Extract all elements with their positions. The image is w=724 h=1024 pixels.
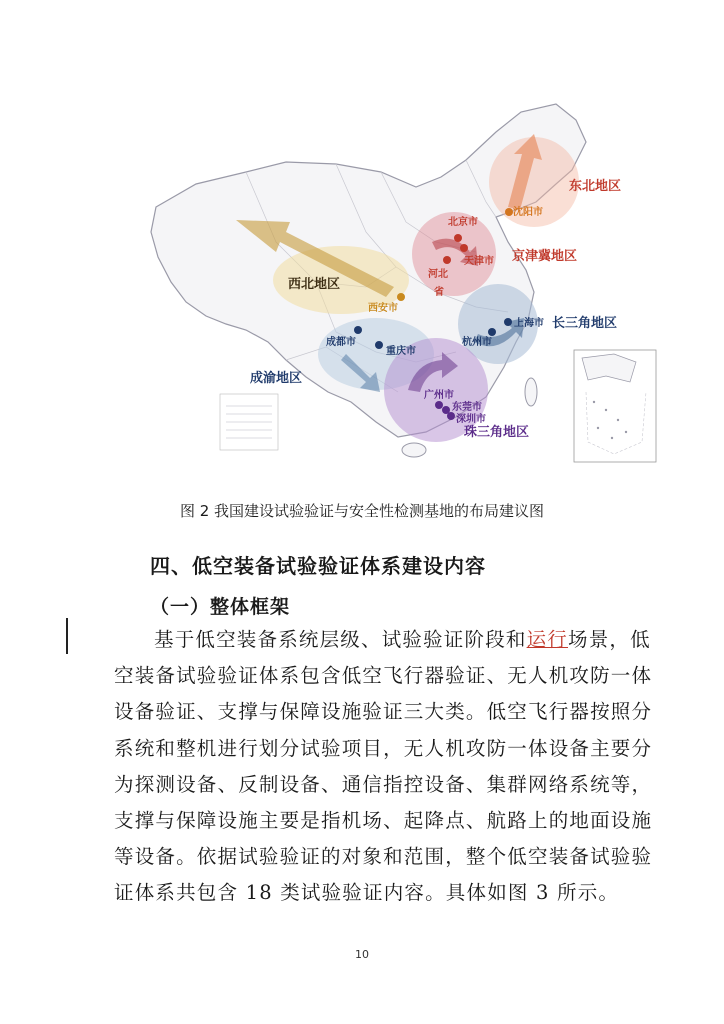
xian-dot [397,293,405,301]
section-heading: 四、低空装备试验验证体系建设内容 [150,554,486,578]
xian-label: 西安市 [368,303,398,314]
region-label-northwest: 西北地区 [288,277,341,292]
tianjin-dot [460,244,468,252]
south-china-sea-inset [574,350,656,462]
region-label-northeast: 东北地区 [569,179,622,194]
subsection-heading: （一）整体框架 [150,596,291,618]
chengdu-dot [354,326,362,334]
hebei-label: 河北 [428,269,448,280]
paragraph-line-4: 系统和整机进行划分试验项目，无人机攻防一体设备主要分 [114,736,653,760]
paragraph-line-5: 为探测设备、反制设备、通信指控设备、集群网络系统等， [114,772,653,796]
chongqing-label: 重庆市 [386,346,416,357]
paragraph-line-3: 设备验证、支撑与保障设施验证三大类。低空飞行器按照分 [114,700,653,724]
hebei-dot [443,256,451,264]
hebei-label-2: 省 [434,287,444,298]
paragraph-line-2: 空装备试验验证体系包含低空飞行器验证、无人机攻防一体 [114,664,653,688]
text-cursor-marker [66,618,68,654]
chengdu-label: 成都市 [326,337,356,348]
body-paragraph [114,622,653,912]
paragraph-line-1-tail: 场景，低 [568,628,651,651]
map-svg [136,92,676,464]
map-legend [220,394,278,450]
shenzhen-dot [447,412,455,420]
paragraph-line-6: 支撑与保障设施主要是指机场、起降点、航路上的地面设施 [114,809,653,833]
highlighted-word: 运行 [526,628,569,651]
china-layout-map [136,92,676,464]
paragraph-line-1-text: 基于低空装备系统层级、试验验证阶段和 [154,628,527,651]
region-label-yangtze: 长三角地区 [552,316,618,331]
region-label-pearl-river: 珠三角地区 [464,425,530,440]
beijing-dot [454,234,462,242]
taiwan-island [525,378,537,406]
shenzhen-label: 深圳市 [456,414,486,425]
region-label-jingjinji: 京津冀地区 [512,249,578,264]
page-number: 10 [355,948,369,961]
figure-caption: 图 2 我国建设试验验证与安全性检测基地的布局建议图 [179,502,545,520]
guangzhou-dot [435,401,443,409]
tianjin-label: 天津市 [464,256,494,267]
hainan-island [402,443,426,457]
shenyang-dot [505,208,513,216]
dongguan-label: 东莞市 [452,402,482,413]
paragraph-line-8: 证体系共包含 18 类试验验证内容。具体如图 3 所示。 [114,881,620,905]
paragraph-line-7: 等设备。依据试验验证的对象和范围，整个低空装备试验验 [114,845,653,869]
shenyang-label: 沈阳市 [513,207,543,218]
region-label-chengyu: 成渝地区 [250,371,303,386]
beijing-label: 北京市 [448,217,478,228]
paragraph-line-1 [114,622,651,658]
hangzhou-dot [488,328,496,336]
hangzhou-label: 杭州市 [462,337,492,348]
shanghai-dot [504,318,512,326]
shanghai-label: 上海市 [514,318,544,329]
guangzhou-label: 广州市 [424,390,454,401]
chongqing-dot [375,341,383,349]
